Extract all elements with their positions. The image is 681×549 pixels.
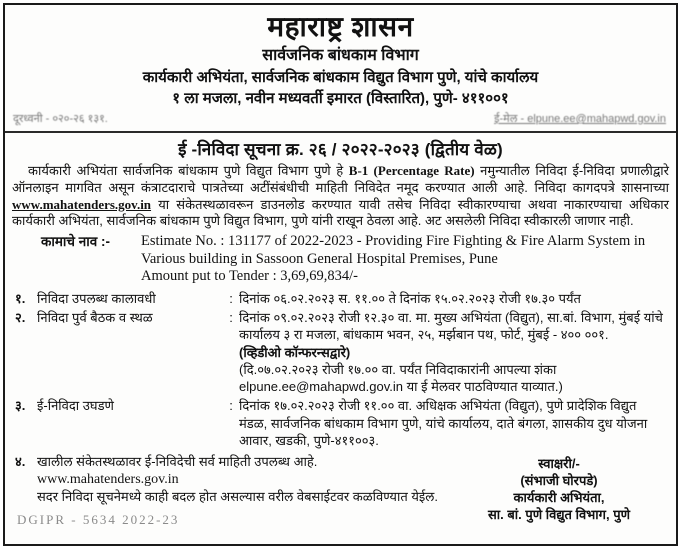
signatory-name: (संभाजी घोरपडे) bbox=[520, 473, 598, 489]
schedule-row-tender-opening bbox=[15, 397, 668, 449]
intro-paragraph bbox=[12, 163, 669, 230]
row1-separator: : bbox=[229, 290, 233, 306]
estimate-description: Estimate No. : 131177 of 2022-2023 - Providing Fire Fighting & Fire Alarm System in Various building in Sassoon General Hospital Premises, Pune bbox=[141, 233, 646, 267]
schedule-row-website-info bbox=[15, 453, 450, 470]
email-address: ई-मेल - elpune.ee@mahapwd.gov.in bbox=[494, 113, 666, 125]
office-address-line1: कार्यकारी अभियंता, सार्वजनिक बांधकाम विद्युत विभाग पुणे, यांचे कार्यालय bbox=[142, 69, 539, 86]
signatory-designation: कार्यकारी अभियंता, bbox=[513, 490, 605, 506]
document-header bbox=[5, 5, 676, 109]
notice-title: ई -निविदा सूचना क्र. २६ / २०२२-२०२३ (द्वितीय वेळ) bbox=[178, 140, 503, 159]
signature-label: स्वाक्षरी/- bbox=[538, 456, 580, 472]
work-name-block bbox=[41, 233, 652, 286]
work-name-label: कामाचे नाव :- bbox=[41, 234, 110, 250]
row1-content: दिनांक ०६.०२.२०२३ स. ११.०० ते दिनांक १५.०२.२०२३ रोजी १७.३० पर्यंत bbox=[239, 290, 581, 306]
row2-meeting-details: दिनांक ०९.०२.२०२३ रोजी १२.३० वा. मा. मुख्य अभियंता (विद्युत), सा.बां. विभाग, मुंबई यांचे कार्यालय ३ रा मजला, बांधकाम भवन, २५, मर्झबान पथ, फोर्ट, मुंबई - ४०० ००१. bbox=[239, 309, 663, 343]
row2-video-conference-note: (व्हिडीओ कॉन्फरन्सद्वारे) bbox=[239, 344, 351, 360]
department-name: सार्वजनिक बांधकाम विभाग bbox=[262, 47, 419, 64]
tender-website: www.mahatenders.gov.in bbox=[37, 471, 179, 487]
dgipr-reference: DGIPR - 5634 2022-23 bbox=[17, 512, 180, 528]
row2-separator: : bbox=[229, 309, 233, 325]
row3-separator: : bbox=[229, 398, 233, 414]
intro-part1: कार्यकारी अभियंता सार्वजनिक बांधकाम पुणे विद्युत विभाग पुणे हे bbox=[28, 163, 349, 178]
contact-row bbox=[5, 109, 676, 129]
row3-number: ३. bbox=[15, 398, 26, 414]
row4-info-text: खालील संकेतस्थळावर ई-निविदेची सर्व माहिती उपलब्ध आहे. bbox=[37, 454, 318, 470]
row1-label: निविदा उपलब्ध कालावधी bbox=[37, 290, 156, 306]
change-notice-text: सदर निविदा सूचनेमध्ये काही बदल होत असल्यास वरील वेबसाईटवर कळविण्यात येईल. bbox=[37, 488, 438, 504]
rate-type: B-1 (Percentage Rate) bbox=[348, 163, 475, 178]
row3-content: दिनांक १७.०२.२०२३ रोजी ११.०० वा. अधिक्षक अभियंता (विद्युत), पुणे प्रादेशिक विद्युत मंडळ, सार्वजनिक बांधकाम विभाग पुणे, यांचे कार्यालय, दाते बंगला, शासकीय दुध योजना आवार, खडकी, पुणे-४११००३. bbox=[239, 398, 648, 449]
row2-content bbox=[239, 309, 668, 395]
tender-amount: Amount put to Tender : 3,69,69,834/- bbox=[141, 268, 359, 285]
row2-number: २. bbox=[15, 309, 26, 325]
row2-query-email-note: (दि.०७.०२.२०२३ रोजी १७.०० वा. पर्यंत निविदाकारांनी आपल्या शंका elpune.ee@mahapwd.gov.in या ई मेलवर पाठविण्यात याव्यात.) bbox=[239, 361, 563, 395]
office-address-line2: १ ला मजला, नवीन मध्यवर्ती इमारत (विस्तारित), पुणे- ४११००१ bbox=[172, 90, 509, 107]
tender-website-inline: www.mahatenders.gov.in bbox=[12, 196, 152, 212]
signature-block bbox=[450, 453, 668, 528]
phone-number: दूरध्वनी - ०२०-२६ १३१. bbox=[13, 113, 108, 125]
row2-label: निविदा पुर्व बैठक व स्थळ bbox=[37, 309, 153, 325]
row4-number: ४. bbox=[15, 454, 26, 470]
schedule-row-prebid-meeting bbox=[15, 309, 668, 395]
bottom-section bbox=[15, 453, 668, 528]
schedule-list bbox=[15, 290, 668, 450]
government-title: महाराष्ट्र शासन bbox=[267, 11, 414, 42]
row1-number: १. bbox=[15, 290, 26, 306]
row3-label: ई-निविदा उघडणे bbox=[37, 398, 114, 414]
tender-notice-document bbox=[3, 3, 678, 546]
intro-part3: या संकेतस्थळावरून डाउनलोड करण्यात यावी तसेच निविदा स्वीकारण्याचा अथवा नाकारण्याचा अधिकार कार्यकारी अभियंता, सार्वजनिक बांधकाम पुणे विद्युत विभाग, पुणे यांनी राखून ठेवला आहे. अट असलेली निविदा स्वीकारली जाणार नाही. bbox=[12, 196, 669, 229]
bottom-left-column bbox=[15, 453, 450, 528]
schedule-row-availability bbox=[15, 290, 668, 307]
header-divider bbox=[5, 131, 676, 133]
intro-part2: नमुन्यातील निविदा ई-निविदा प्रणालीद्वारे ऑनलाइन मागवित असून कंत्राटदाराचे पात्रतेच्या अटींसंबंधीची माहिती निविदेत नमूद करण्यात आली आहे. निविदा कागदपत्रे शासनाच्या bbox=[12, 163, 669, 195]
signatory-office: सा. बां. पुणे विद्युत विभाग, पुणे bbox=[487, 507, 631, 523]
